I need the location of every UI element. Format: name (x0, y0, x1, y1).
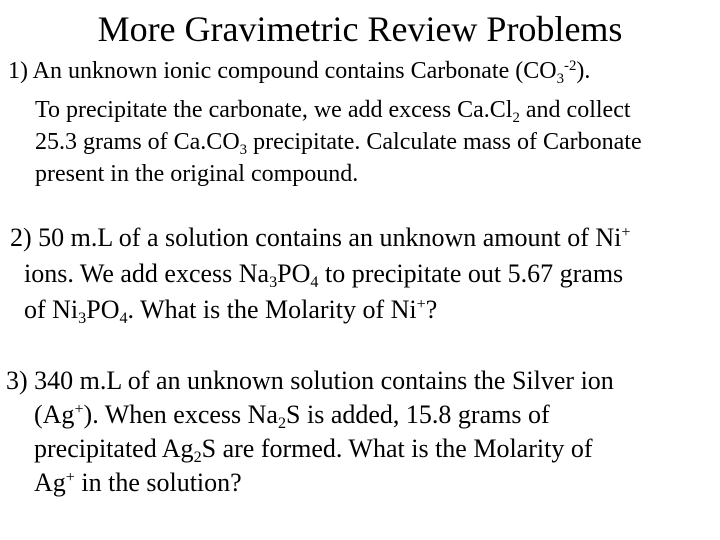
problem-2-line-3-subscript-2: 4 (119, 310, 128, 328)
problem-1-line-1-text-b: ). (576, 58, 591, 84)
problem-2-line-1-text-a: 2) 50 m.L of a solution contains an unknown amount of Ni (10, 223, 622, 252)
problem-1-line-1-subscript: 3 (556, 70, 565, 87)
slide-title: More Gravimetric Review Problems (97, 9, 623, 49)
problem-2-line-3-superscript: + (416, 296, 426, 314)
problem-2-line-1 (10, 220, 631, 256)
problem-2-line-3-text-b: PO (86, 295, 120, 324)
problem-2-line-3 (10, 292, 631, 328)
problem-3-line-3-text-a: precipitated Ag (34, 434, 194, 463)
problem-2-line-3-subscript-1: 3 (78, 310, 87, 328)
problem-3-line-4-text-b: in the solution? (74, 468, 242, 497)
problem-3-line-3 (6, 432, 614, 466)
problem-3-line-2-text-b: ). When excess Na (83, 400, 278, 429)
problem-3-line-2 (6, 398, 614, 432)
problem-3-line-2-text-a: (Ag (34, 400, 75, 429)
problem-3 (6, 364, 614, 500)
problem-3-line-4-text-a: Ag (34, 468, 66, 497)
problem-2-line-3-text-a: of Ni (24, 295, 79, 324)
problem-1-line-1-text-a: 1) An unknown ionic compound contains Carbonate (CO (8, 58, 557, 84)
problem-3-line-4 (6, 466, 614, 500)
problem-2-line-2-text-a: ions. We add excess Na (24, 259, 270, 288)
problem-2-line-3-text-c: . What is the Molarity of Ni (127, 295, 417, 324)
problem-1-line-3-subscript: 3 (239, 141, 248, 158)
problem-1-line-2-text-a: To precipitate the carbonate, we add excess Ca.Cl (35, 97, 513, 123)
problem-1-body (35, 94, 642, 190)
problem-2 (10, 220, 631, 328)
problem-2-line-2-text-c: to precipitate out 5.67 grams (318, 259, 624, 288)
problem-1-line-3-text-b: precipitate. Calculate mass of Carbonate (247, 129, 642, 155)
problem-3-line-2-subscript: 2 (277, 415, 287, 433)
problem-3-line-3-subscript: 2 (193, 449, 202, 467)
problem-1-line-1 (8, 56, 590, 86)
problem-2-line-2 (10, 256, 631, 292)
problem-3-line-3-text-b: S are formed. What is the Molarity of (201, 434, 593, 463)
problem-1-line-1-superscript: -2 (564, 57, 577, 74)
problem-3-line-1: 3) 340 m.L of an unknown solution contains the Silver ion (6, 366, 614, 395)
problem-3-line-2-text-c: S is added, 15.8 grams of (286, 400, 550, 429)
problem-2-line-2-subscript-1: 3 (269, 274, 278, 292)
problem-2-line-2-text-b: PO (277, 259, 311, 288)
problem-1-line-3-text-a: 25.3 grams of Ca.CO (35, 129, 240, 155)
problem-2-line-3-text-d: ? (425, 295, 438, 324)
problem-2-line-1-superscript: + (621, 224, 631, 242)
problem-2-line-2-subscript-2: 4 (310, 274, 319, 292)
problem-1-line-2 (35, 94, 642, 126)
problem-1-line-3 (35, 126, 642, 158)
problem-1-line-4: present in the original compound. (35, 161, 359, 187)
problem-3-line-2-superscript: + (74, 401, 84, 419)
problem-3-line-4-superscript: + (65, 469, 75, 487)
problem-1-line-2-subscript: 2 (512, 109, 520, 126)
problem-1-line-2-text-b: and collect (519, 97, 631, 123)
